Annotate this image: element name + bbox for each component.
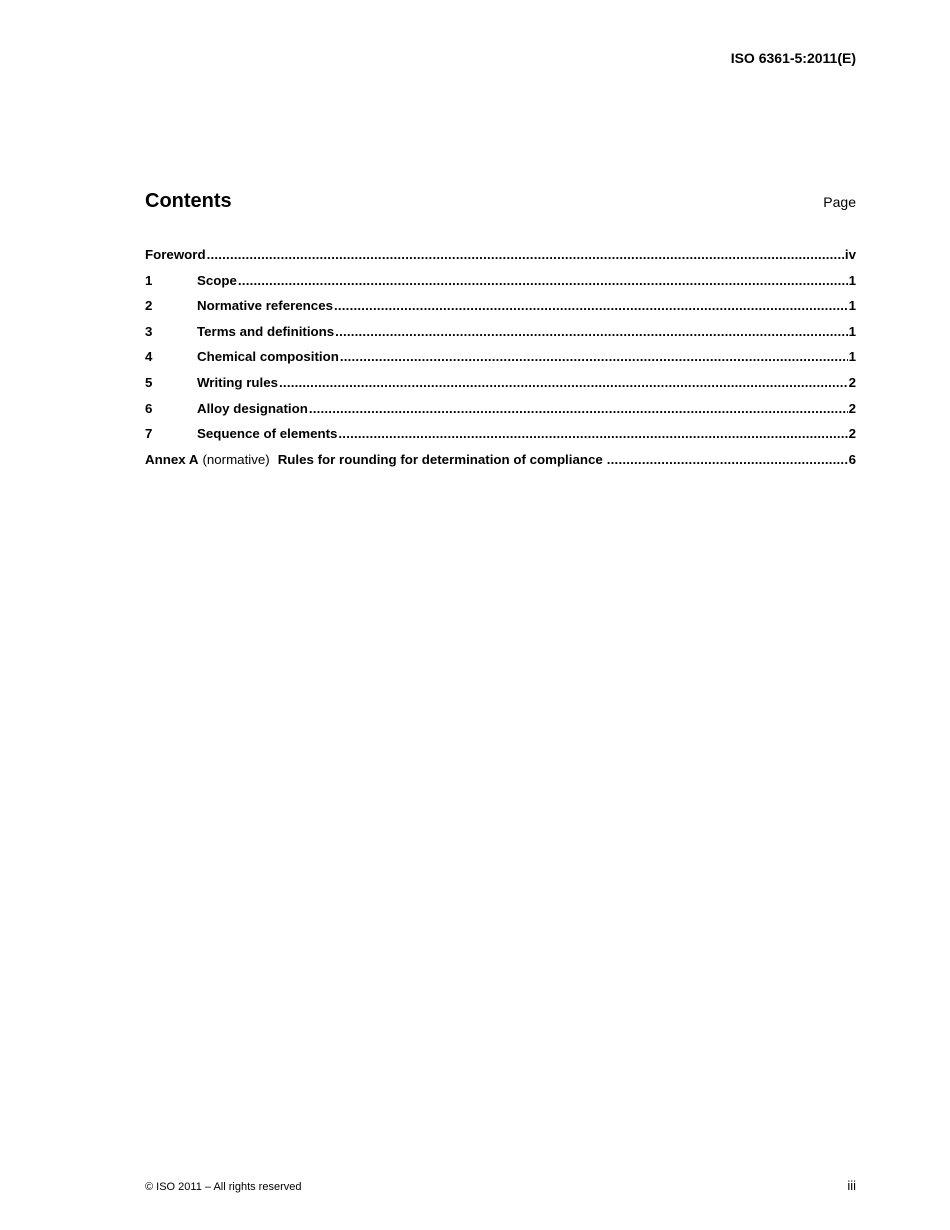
document-id: ISO 6361-5:2011(E)	[730, 50, 856, 66]
dot-leader	[338, 424, 847, 444]
toc-entry-annex-a[interactable]	[145, 450, 856, 476]
toc-entry-number: 2	[145, 298, 153, 314]
toc-entry-number: 4	[145, 349, 153, 365]
page-footer	[145, 1178, 856, 1193]
annex-label: Annex A	[145, 451, 199, 467]
toc-entry-number: 7	[145, 426, 153, 442]
dot-leader	[309, 399, 848, 419]
toc-entry-page: 1	[848, 272, 856, 288]
toc-entry-chemical-composition[interactable]	[145, 347, 856, 373]
dot-leader	[334, 296, 848, 316]
annex-type: (normative)	[202, 451, 270, 467]
dot-leader	[207, 245, 844, 265]
toc-entry-page: iv	[844, 247, 856, 262]
toc-entry-page: 2	[848, 400, 856, 416]
toc-entry-number: 3	[145, 323, 153, 339]
toc-entry-page: 2	[848, 426, 856, 442]
toc-entry-scope[interactable]	[145, 271, 856, 297]
toc-entry-sequence-of-elements[interactable]	[145, 424, 856, 450]
toc-entry-number: 5	[145, 374, 153, 390]
annex-title: Rules for rounding for determination of compliance	[277, 451, 603, 467]
contents-header	[145, 190, 856, 213]
toc-entry-title: Sequence of elements	[197, 426, 338, 442]
page-column-label: Page	[823, 194, 856, 210]
toc-entry-terms-and-definitions[interactable]	[145, 322, 856, 348]
toc-entry-alloy-designation[interactable]	[145, 399, 856, 425]
page-number: iii	[847, 1178, 856, 1193]
toc-entry-page: 6	[848, 451, 856, 467]
toc-entry-page: 1	[848, 323, 856, 339]
toc-entry-page: 1	[848, 349, 856, 365]
dot-leader	[238, 271, 848, 291]
toc-entry-number: 1	[145, 272, 153, 288]
toc-entry-title: Scope	[197, 272, 237, 288]
toc-entry-title: Normative references	[197, 298, 333, 314]
dot-leader	[279, 373, 848, 393]
contents-title: Contents	[145, 190, 232, 212]
toc-entry-title: Foreword	[145, 247, 206, 262]
toc-entry-title: Terms and definitions	[197, 323, 335, 339]
toc-entry-writing-rules[interactable]	[145, 373, 856, 399]
copyright-notice: © ISO 2011 – All rights reserved	[145, 1181, 302, 1193]
table-of-contents	[145, 245, 856, 475]
dot-leader	[335, 322, 847, 342]
toc-entry-page: 1	[848, 298, 856, 314]
toc-entry-number: 6	[145, 400, 153, 416]
toc-entry-foreword[interactable]	[145, 245, 856, 271]
toc-entry-normative-references[interactable]	[145, 296, 856, 322]
dot-leader	[340, 347, 848, 367]
toc-entry-title: Chemical composition	[197, 349, 339, 365]
toc-entry-title: Writing rules	[197, 374, 279, 390]
dot-leader	[607, 450, 848, 470]
toc-entry-title: Alloy designation	[197, 400, 308, 416]
toc-entry-page: 2	[848, 374, 856, 390]
